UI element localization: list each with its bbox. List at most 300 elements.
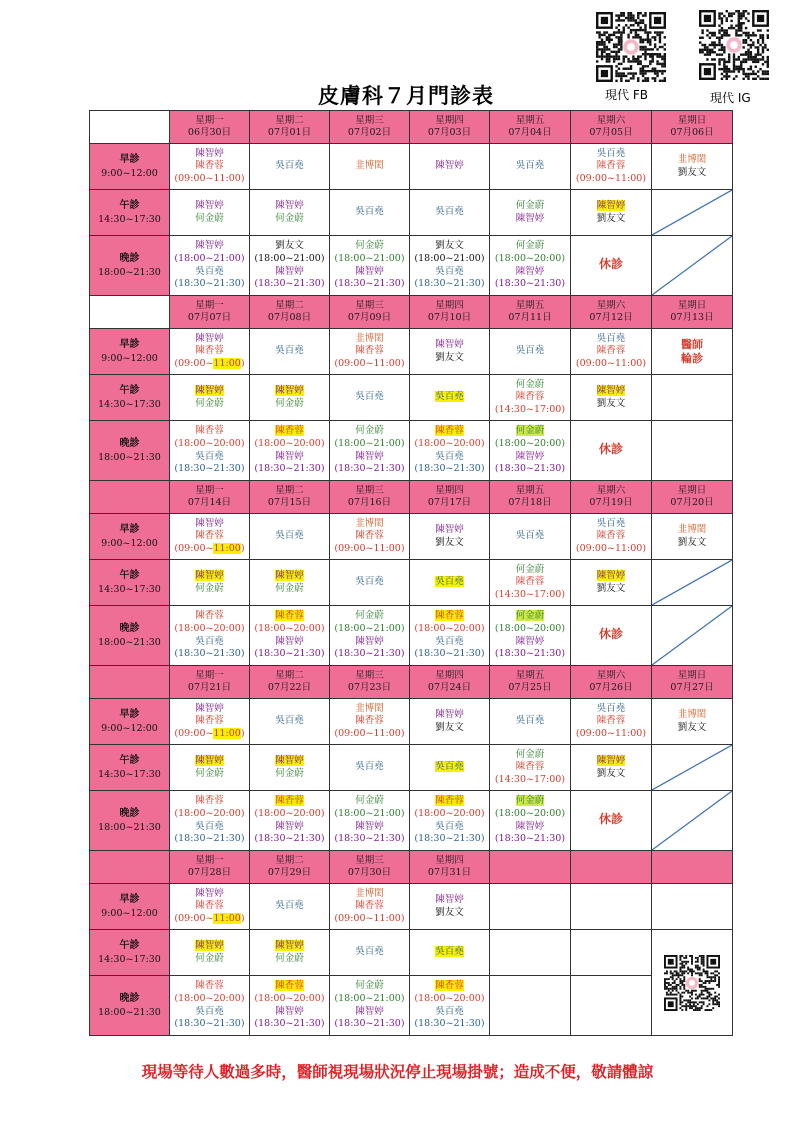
schedule-cell bbox=[410, 375, 490, 421]
session-time: 14:30~17:30 bbox=[98, 213, 161, 225]
diagonal-line-icon bbox=[652, 745, 732, 790]
doctor-name-text: 何金蔚 bbox=[515, 425, 545, 437]
shift-hours-text: (09:00~11:00) bbox=[174, 912, 245, 924]
shift-hours bbox=[170, 173, 249, 186]
doctor-name-text: 陳智婷 bbox=[275, 450, 304, 462]
doctor-name-text: 劉友文 bbox=[435, 906, 464, 918]
doctor-name bbox=[330, 1006, 409, 1019]
doctor-name bbox=[250, 345, 329, 358]
doctor-name bbox=[410, 761, 489, 774]
schedule-cell bbox=[170, 514, 250, 560]
weekday-label: 星期三 bbox=[355, 299, 384, 311]
day-header-cell bbox=[571, 296, 652, 329]
shift-hours-text: (18:30~21:30) bbox=[254, 463, 325, 475]
shift-hours-text: (18:00~20:00) bbox=[254, 437, 325, 449]
date-label: 07月15日 bbox=[267, 497, 312, 508]
evening-session-label-cell bbox=[90, 236, 170, 296]
afternoon-session-row bbox=[90, 745, 733, 791]
shift-hours-text: (18:00~21:00) bbox=[334, 437, 405, 449]
date-label: 07月16日 bbox=[347, 497, 392, 508]
shift-hours-text: (18:30~21:30) bbox=[254, 278, 325, 290]
doctor-name-text: 何金蔚 bbox=[355, 980, 384, 992]
doctor-name-text: 吳百堯 bbox=[435, 820, 464, 832]
shift-hours bbox=[170, 728, 249, 741]
weekday-label: 星期二 bbox=[275, 854, 304, 866]
doctor-name-text: 陳智婷 bbox=[195, 384, 224, 396]
shift-hours bbox=[490, 253, 570, 266]
doctor-name bbox=[571, 148, 651, 161]
day-header-cell bbox=[571, 111, 652, 144]
morning-session-row bbox=[90, 144, 733, 190]
weekday-label: 星期三 bbox=[355, 114, 384, 126]
doctor-name bbox=[250, 795, 329, 808]
doctor-name bbox=[170, 240, 249, 253]
doctor-name bbox=[250, 570, 329, 583]
doctor-name bbox=[170, 610, 249, 623]
doctor-name bbox=[250, 213, 329, 226]
doctor-name bbox=[170, 148, 249, 161]
closed-label: 休診 bbox=[598, 627, 623, 642]
date-label: 07月17日 bbox=[427, 497, 472, 508]
doctor-name-text: 何金蔚 bbox=[515, 240, 545, 252]
doctor-name-text: 何金蔚 bbox=[515, 563, 545, 575]
weekday-label: 星期一 bbox=[195, 854, 224, 866]
doctor-name bbox=[250, 821, 329, 834]
day-header-cell bbox=[410, 296, 490, 329]
shift-hours-text: (18:30~21:30) bbox=[414, 833, 485, 845]
doctor-name-text: 吳百堯 bbox=[355, 761, 384, 773]
empty-cell bbox=[571, 884, 652, 930]
schedule-cell bbox=[410, 699, 490, 745]
doctor-name bbox=[571, 583, 651, 596]
shift-hours bbox=[410, 253, 489, 266]
doctor-name bbox=[571, 530, 651, 543]
shift-hours-text: (18:00~20:00) bbox=[174, 807, 245, 819]
day-header-cell bbox=[330, 296, 410, 329]
doctor-name bbox=[410, 610, 489, 623]
doctor-name bbox=[330, 888, 409, 901]
shift-hours-text: (09:00~11:00) bbox=[334, 912, 405, 924]
doctor-name bbox=[250, 200, 329, 213]
shift-hours bbox=[330, 913, 409, 926]
doctor-name-text: 陳香蓉 bbox=[195, 425, 224, 437]
doctor-name bbox=[250, 385, 329, 398]
shift-hours-text: (18:00~21:00) bbox=[334, 252, 405, 264]
shift-hours-text: (09:00~11:00) bbox=[575, 727, 647, 739]
shift-hours bbox=[490, 463, 570, 476]
day-header-cell bbox=[652, 111, 733, 144]
session-time: 18:00~21:30 bbox=[98, 821, 161, 833]
shift-hours-text: (09:00~11:00) bbox=[575, 172, 647, 184]
date-label: 07月23日 bbox=[347, 682, 392, 693]
date-label: 07月06日 bbox=[670, 127, 714, 138]
doctor-name-text: 吳百堯 bbox=[515, 530, 545, 542]
doctor-name-text: 陳智婷 bbox=[435, 523, 464, 535]
shift-hours-text: (09:00~11:00) bbox=[174, 542, 245, 554]
doctor-name bbox=[490, 530, 570, 543]
weekday-label: 星期六 bbox=[596, 669, 626, 681]
doctor-name-text: 何金蔚 bbox=[355, 240, 384, 252]
shift-hours-text: (18:00~20:00) bbox=[414, 992, 485, 1004]
session-time: 9:00~12:00 bbox=[101, 907, 158, 919]
shift-hours-text: (18:00~21:00) bbox=[254, 252, 325, 264]
doctor-name bbox=[250, 636, 329, 649]
doctor-name-text: 吳百堯 bbox=[195, 450, 224, 462]
weekday-label: 星期日 bbox=[677, 484, 707, 496]
header-corner-cell bbox=[90, 481, 170, 514]
schedule-cell bbox=[410, 236, 490, 296]
doctor-name-text: 陳智婷 bbox=[355, 635, 384, 647]
schedule-cell bbox=[571, 514, 652, 560]
morning-session-row bbox=[90, 699, 733, 745]
doctor-name-text: 陳香蓉 bbox=[355, 715, 384, 727]
session-time: 9:00~12:00 bbox=[101, 352, 158, 364]
schedule-cell bbox=[250, 514, 330, 560]
afternoon-session-row bbox=[90, 375, 733, 421]
schedule-cell bbox=[330, 884, 410, 930]
header-corner-cell bbox=[90, 666, 170, 699]
diagonal-line-icon bbox=[652, 236, 732, 295]
doctor-name bbox=[652, 154, 732, 167]
day-header-cell bbox=[410, 111, 490, 144]
schedule-cell bbox=[490, 699, 571, 745]
shift-hours bbox=[170, 438, 249, 451]
date-label: 07月27日 bbox=[670, 682, 714, 693]
shift-hours bbox=[250, 463, 329, 476]
doctor-name-text: 何金蔚 bbox=[195, 952, 224, 964]
doctor-name-text: 陳智婷 bbox=[275, 635, 304, 647]
clinic-schedule-table bbox=[89, 110, 733, 1036]
doctor-name-text: 陳香蓉 bbox=[596, 160, 626, 172]
schedule-cell bbox=[330, 930, 410, 976]
evening-session-label-cell bbox=[90, 421, 170, 481]
shift-hours bbox=[250, 648, 329, 661]
doctor-name bbox=[250, 755, 329, 768]
date-label: 07月05日 bbox=[589, 127, 633, 138]
afternoon-session-label-cell bbox=[90, 930, 170, 976]
day-header-cell bbox=[410, 481, 490, 514]
schedule-cell bbox=[571, 745, 652, 791]
shift-hours bbox=[330, 728, 409, 741]
doctor-name-text: 吳百堯 bbox=[355, 576, 384, 588]
session-name: 早診 bbox=[119, 153, 140, 165]
schedule-cell bbox=[250, 144, 330, 190]
shift-hours bbox=[170, 543, 249, 556]
date-label: 07月13日 bbox=[670, 312, 714, 323]
day-header-cell bbox=[652, 851, 733, 884]
shift-hours-text: (18:00~20:00) bbox=[254, 807, 325, 819]
weekday-label: 星期一 bbox=[195, 669, 224, 681]
doctor-name bbox=[170, 900, 249, 913]
doctor-name-text: 吳百堯 bbox=[275, 345, 304, 357]
session-time: 18:00~21:30 bbox=[98, 636, 161, 648]
doctor-name-text: 韭博閎 bbox=[677, 708, 707, 720]
day-header-cell bbox=[170, 851, 250, 884]
schedule-cell bbox=[571, 190, 652, 236]
shift-hours bbox=[410, 463, 489, 476]
doctor-name-text: 陳智婷 bbox=[195, 147, 224, 159]
doctor-name-text: 陳智婷 bbox=[435, 893, 464, 905]
schedule-cell bbox=[410, 745, 490, 791]
shift-hours bbox=[250, 833, 329, 846]
doctor-name-text: 陳香蓉 bbox=[515, 391, 545, 403]
doctor-name bbox=[170, 530, 249, 543]
date-label: 07月12日 bbox=[589, 312, 633, 323]
day-header-cell bbox=[250, 851, 330, 884]
doctor-name-text: 劉友文 bbox=[435, 351, 464, 363]
doctor-name bbox=[410, 240, 489, 253]
doctor-name bbox=[170, 583, 249, 596]
doctor-name-text: 何金蔚 bbox=[355, 795, 384, 807]
closed-label: 休診 bbox=[598, 812, 623, 827]
schedule-cell bbox=[490, 514, 571, 560]
date-label: 07月11日 bbox=[508, 312, 552, 323]
session-time: 9:00~12:00 bbox=[101, 537, 158, 549]
week-header-row bbox=[90, 481, 733, 514]
doctor-name bbox=[170, 160, 249, 173]
doctor-name-text: 陳智婷 bbox=[515, 212, 545, 224]
shift-hours-text: (18:30~21:30) bbox=[174, 1018, 245, 1030]
shift-hours-text: (18:30~21:30) bbox=[494, 278, 566, 290]
doctor-name-text: 陳智婷 bbox=[435, 160, 464, 172]
doctor-name-text: 何金蔚 bbox=[515, 610, 545, 622]
week-header-row bbox=[90, 111, 733, 144]
shift-hours bbox=[490, 589, 570, 602]
session-time: 14:30~17:30 bbox=[98, 583, 161, 595]
doctor-name bbox=[330, 333, 409, 346]
session-name: 早診 bbox=[119, 523, 140, 535]
doctor-name bbox=[250, 425, 329, 438]
doctor-name-text: 何金蔚 bbox=[275, 397, 304, 409]
schedule-cell bbox=[170, 884, 250, 930]
doctor-name-text: 何金蔚 bbox=[275, 952, 304, 964]
doctor-name bbox=[571, 345, 651, 358]
doctor-name bbox=[410, 576, 489, 589]
day-header-cell bbox=[652, 296, 733, 329]
shift-hours-text: (09:00~11:00) bbox=[334, 357, 405, 369]
doctor-name bbox=[410, 821, 489, 834]
shift-hours-text: (18:00~21:00) bbox=[334, 622, 405, 634]
doctor-name-text: 劉友文 bbox=[596, 767, 626, 779]
doctor-name-text: 陳智婷 bbox=[355, 1005, 384, 1017]
doctor-name-text: 陳智婷 bbox=[275, 265, 304, 277]
doctor-name bbox=[170, 940, 249, 953]
doctor-name bbox=[250, 583, 329, 596]
doctor-name-text: 何金蔚 bbox=[515, 199, 545, 211]
schedule-cell bbox=[490, 329, 571, 375]
schedule-cell bbox=[571, 421, 652, 481]
shift-hours-text: (18:00~20:00) bbox=[254, 992, 325, 1004]
doctor-name bbox=[250, 398, 329, 411]
doctor-name-text: 劉友文 bbox=[677, 536, 707, 548]
qr-icon bbox=[699, 10, 769, 80]
doctor-name bbox=[490, 160, 570, 173]
day-header-cell bbox=[571, 666, 652, 699]
shift-hours bbox=[410, 648, 489, 661]
shift-hours-text: (18:00~20:00) bbox=[414, 622, 485, 634]
doctor-name bbox=[571, 518, 651, 531]
afternoon-session-label-cell bbox=[90, 375, 170, 421]
weekday-label: 星期一 bbox=[195, 484, 224, 496]
evening-session-row bbox=[90, 236, 733, 296]
doctor-name bbox=[170, 1006, 249, 1019]
shift-hours-text: (18:30~21:30) bbox=[494, 463, 566, 475]
evening-session-label-cell bbox=[90, 976, 170, 1036]
shift-hours-text: (18:30~21:30) bbox=[254, 1018, 325, 1030]
doctor-name bbox=[330, 821, 409, 834]
schedule-cell bbox=[250, 976, 330, 1036]
shift-hours bbox=[250, 278, 329, 291]
weekday-label: 星期三 bbox=[355, 854, 384, 866]
doctor-name-text: 何金蔚 bbox=[195, 767, 224, 779]
doctor-name bbox=[490, 200, 570, 213]
schedule-cell bbox=[330, 236, 410, 296]
shift-hours-text: (18:30~21:30) bbox=[334, 1018, 405, 1030]
shift-hours bbox=[250, 1018, 329, 1031]
shift-hours-text: (18:00~20:00) bbox=[414, 437, 485, 449]
doctor-name bbox=[170, 888, 249, 901]
closed-slash-cell bbox=[652, 606, 733, 666]
weekday-label: 星期二 bbox=[275, 114, 304, 126]
schedule-cell bbox=[250, 930, 330, 976]
doctor-name-text: 陳香蓉 bbox=[596, 345, 626, 357]
doctor-name bbox=[330, 576, 409, 589]
doctor-name bbox=[410, 160, 489, 173]
schedule-cell bbox=[652, 514, 733, 560]
doctor-name-text: 陳香蓉 bbox=[515, 576, 545, 588]
doctor-name bbox=[330, 946, 409, 959]
shift-hours-text: (14:30~17:00) bbox=[494, 773, 566, 785]
shift-hours-text: (18:30~21:30) bbox=[334, 278, 405, 290]
shift-hours-text: (18:30~21:30) bbox=[414, 463, 485, 475]
doctor-name bbox=[652, 537, 732, 550]
doctor-name-text: 何金蔚 bbox=[275, 767, 304, 779]
doctor-name-text: 何金蔚 bbox=[195, 212, 224, 224]
ig-qr-code bbox=[699, 10, 769, 80]
crowd-notice: 現場等待人數過多時，醫師視現場狀況停止現場掛號；造成不便，敬請體諒 bbox=[141, 1063, 654, 1081]
date-label: 07月10日 bbox=[427, 312, 472, 323]
doctor-name-text: 陳香蓉 bbox=[275, 425, 304, 437]
shift-hours bbox=[410, 278, 489, 291]
evening-session-label-cell bbox=[90, 606, 170, 666]
shift-hours-text: (09:00~11:00) bbox=[334, 542, 405, 554]
doctor-name bbox=[571, 160, 651, 173]
weekday-label: 星期一 bbox=[195, 299, 224, 311]
day-header-cell bbox=[250, 666, 330, 699]
shift-hours bbox=[330, 438, 409, 451]
morning-session-row bbox=[90, 884, 733, 930]
doctor-name bbox=[250, 1006, 329, 1019]
week-header-row bbox=[90, 296, 733, 329]
schedule-cell bbox=[170, 144, 250, 190]
schedule-cell bbox=[330, 745, 410, 791]
schedule-cell bbox=[490, 375, 571, 421]
doctor-name bbox=[410, 722, 489, 735]
doctor-name bbox=[410, 636, 489, 649]
doctor-name-text: 吳百堯 bbox=[435, 761, 464, 773]
schedule-cell bbox=[490, 144, 571, 190]
shift-hours-text: (09:00~11:00) bbox=[174, 357, 245, 369]
doctor-name-text: 陳智婷 bbox=[195, 332, 224, 344]
day-header-cell bbox=[410, 666, 490, 699]
evening-session-label-cell bbox=[90, 791, 170, 851]
doctor-name-text: 吳百堯 bbox=[435, 946, 464, 958]
doctor-name bbox=[410, 524, 489, 537]
schedule-cell bbox=[330, 606, 410, 666]
doctor-name bbox=[490, 749, 570, 762]
doctor-name bbox=[330, 900, 409, 913]
footer-qr-cell bbox=[652, 930, 733, 1036]
shift-hours bbox=[330, 623, 409, 636]
doctor-name bbox=[410, 946, 489, 959]
doctor-name bbox=[490, 636, 570, 649]
schedule-cell bbox=[571, 329, 652, 375]
shift-hours bbox=[330, 833, 409, 846]
shift-hours-text: (09:00~11:00) bbox=[174, 172, 245, 184]
doctor-name bbox=[330, 518, 409, 531]
empty-cell bbox=[490, 930, 571, 976]
shift-hours bbox=[490, 808, 570, 821]
doctor-name bbox=[571, 200, 651, 213]
doctor-name bbox=[410, 352, 489, 365]
shift-hours bbox=[330, 463, 409, 476]
doctor-name bbox=[250, 610, 329, 623]
date-label: 07月09日 bbox=[347, 312, 392, 323]
day-header-cell bbox=[170, 296, 250, 329]
session-name: 晚診 bbox=[119, 807, 140, 819]
doctor-name bbox=[170, 333, 249, 346]
closed-slash-cell bbox=[652, 791, 733, 851]
shift-hours bbox=[170, 648, 249, 661]
schedule-cell bbox=[571, 144, 652, 190]
empty-cell bbox=[571, 976, 652, 1036]
shift-hours bbox=[330, 253, 409, 266]
schedule-cell bbox=[410, 514, 490, 560]
doctor-name bbox=[490, 576, 570, 589]
header-corner-cell bbox=[90, 851, 170, 884]
shift-hours-text: (14:30~17:00) bbox=[494, 588, 566, 600]
doctor-name bbox=[170, 451, 249, 464]
closed-slash-cell bbox=[652, 190, 733, 236]
schedule-cell bbox=[571, 236, 652, 296]
shift-hours bbox=[170, 1018, 249, 1031]
shift-hours-text: (18:00~21:00) bbox=[334, 992, 405, 1004]
doctor-name-text: 陳智婷 bbox=[195, 887, 224, 899]
doctor-name bbox=[330, 761, 409, 774]
schedule-cell bbox=[330, 421, 410, 481]
schedule-cell bbox=[490, 745, 571, 791]
schedule-cell bbox=[170, 976, 250, 1036]
shift-hours-text: (18:30~21:30) bbox=[174, 463, 245, 475]
doctor-name bbox=[571, 570, 651, 583]
shift-hours-text: (18:30~21:30) bbox=[174, 648, 245, 660]
doctor-name-text: 吳百堯 bbox=[596, 702, 626, 714]
doctor-name bbox=[170, 213, 249, 226]
doctor-name-text: 陳香蓉 bbox=[195, 980, 224, 992]
doctor-name bbox=[652, 722, 732, 735]
doctor-name-text: 何金蔚 bbox=[195, 582, 224, 594]
weekday-label: 星期六 bbox=[596, 299, 626, 311]
weekday-label: 星期三 bbox=[355, 669, 384, 681]
schedule-cell bbox=[330, 791, 410, 851]
doctor-name-text: 吳百堯 bbox=[435, 1005, 464, 1017]
shift-hours-text: (09:00~11:00) bbox=[334, 727, 405, 739]
session-time: 18:00~21:30 bbox=[98, 1006, 161, 1018]
schedule-cell bbox=[170, 560, 250, 606]
doctor-name-text: 陳智婷 bbox=[515, 635, 545, 647]
doctor-name-text: 陳香蓉 bbox=[435, 795, 464, 807]
date-label: 07月26日 bbox=[589, 682, 633, 693]
